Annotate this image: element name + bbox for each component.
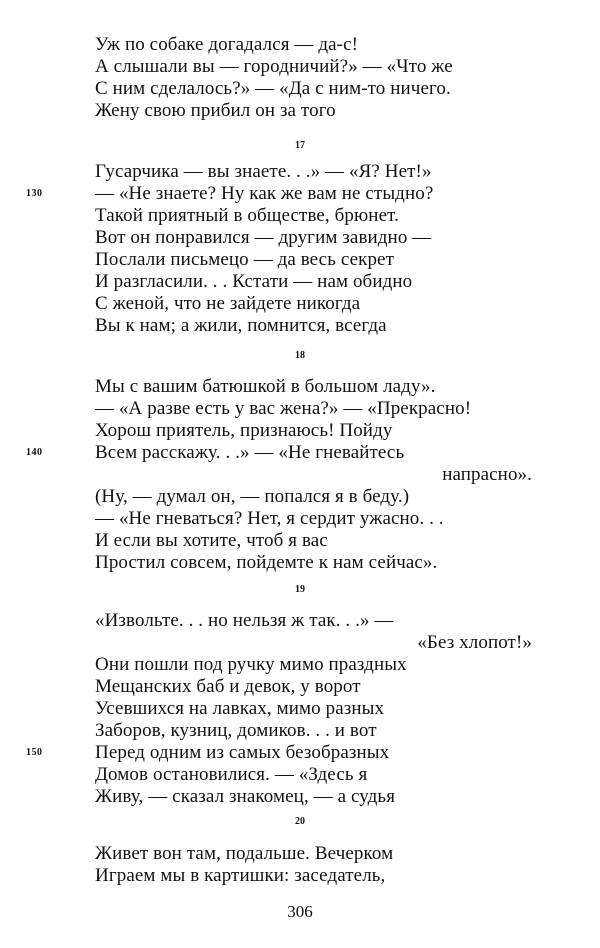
verse-line: — «А разве есть у вас жена?» — «Прекрасно! [95,398,472,419]
verse-line: Домов остановилися. — «Здесь я [95,764,368,785]
verse-line: Играем мы в картишки: заседатель, [95,865,386,886]
verse-line: Они пошли под ручку мимо праздных [95,654,407,675]
verse-line: «Извольте. . . но нельзя ж так. . .» — [95,610,394,631]
verse-line: Гусарчика — вы знаете. . .» — «Я? Нет!» [95,161,432,182]
verse-line: И если вы хотите, чтоб я вас [95,530,328,551]
verse-line: Живет вон там, подальше. Вечерком [95,843,394,864]
verse-line: Хорош приятель, признаюсь! Пойду [95,420,393,441]
line-number: 150 [26,747,43,758]
stanza-number: 17 [295,140,305,151]
verse-line: Всем расскажу. . .» — «Не гневайтесь [95,442,405,463]
stanza-number: 18 [295,350,305,361]
verse-line: Послали письмецо — да весь секрет [95,249,394,270]
line-number: 130 [26,188,43,199]
verse-line: Такой приятный в обществе, брюнет. [95,205,399,226]
verse-line: Мы с вашим батюшкой в большом ладу». [95,376,436,397]
verse-line: Простил совсем, пойдемте к нам сейчас». [95,552,438,573]
verse-line: Мещанских баб и девок, у ворот [95,676,361,697]
stanza-number: 19 [295,584,305,595]
verse-line: С ним сделалось?» — «Да с ним-то ничего. [95,78,451,99]
verse-line: Вы к нам; а жили, помнится, всегда [95,315,387,336]
stanza-number: 20 [295,816,305,827]
verse-line: (Ну, — думал он, — попался я в беду.) [95,486,410,507]
verse-line: Заборов, кузниц, домиков. . . и вот [95,720,377,741]
verse-line: Жену свою прибил он за того [95,100,336,121]
verse-line: Вот он понравился — другим завидно — [95,227,432,248]
verse-line: Усевшихся на лавках, мимо разных [95,698,385,719]
verse-line: Уж по собаке догадался — да-с! [95,34,359,55]
verse-line: И разгласили. . . Кстати — нам обидно [95,271,413,292]
line-number: 140 [26,447,43,458]
page-number: 306 [287,902,313,921]
verse-line: — «Не знаете? Ну как же вам не стыдно? [95,183,434,204]
verse-line: А слышали вы — городничий?» — «Что же [95,56,453,77]
verse-line-continuation: напрасно». [442,464,532,485]
verse-line: Перед одним из самых безобразных [95,742,390,763]
verse-line: С женой, что не зайдете никогда [95,293,361,314]
verse-line-continuation: «Без хлопот!» [417,632,532,653]
verse-line: — «Не гневаться? Нет, я сердит ужасно. . . [95,508,444,529]
verse-line: Живу, — сказал знакомец, — а судья [95,786,396,807]
